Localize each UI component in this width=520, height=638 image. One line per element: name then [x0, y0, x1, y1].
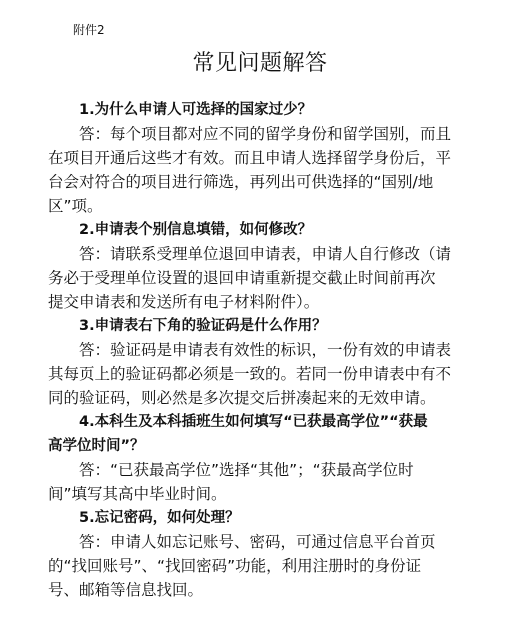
- answer-line: 在项目开通后这些才有效。而且申请人选择留学身份后，平: [48, 149, 452, 167]
- answer-line: 台会对符合的项目进行筛选，再列出可供选择的“国别/地: [48, 173, 434, 191]
- faq-item-1: [48, 98, 468, 218]
- answer-line: 答：申请人如忘记账号、密码，可通过信息平台首页: [79, 533, 436, 551]
- answer-line: 提交申请表和发送所有电子材料附件）。: [48, 293, 320, 311]
- faq-answer-1: [48, 122, 468, 218]
- faq-question-5: 5.忘记密码，如何处理？: [79, 510, 240, 526]
- faq-question-1: 1.为什么申请人可选择的国家过少？: [79, 102, 313, 118]
- answer-line: 同的验证码，则必然是多次提交后拼凑起来的无效申请。: [48, 389, 436, 407]
- answer-line: 区”项。: [48, 197, 103, 215]
- attachment-label: 附件2: [73, 23, 105, 37]
- faq-list: [48, 98, 468, 602]
- faq-answer-3: [48, 338, 468, 410]
- faq-item-3: [48, 314, 468, 410]
- faq-question-2: 2.申请表个别信息填错，如何修改？: [79, 222, 313, 238]
- faq-answer-5: [48, 530, 468, 602]
- answer-line: 号、邮箱等信息找回。: [48, 581, 204, 599]
- faq-answer-4: [48, 458, 468, 506]
- answer-line: 的“找回账号”、“找回密码”功能，利用注册时的身份证: [48, 557, 422, 575]
- answer-line: 答：请联系受理单位退回申请表，申请人自行修改（请: [79, 245, 452, 263]
- faq-question-3: 3.申请表右下角的验证码是什么作用？: [79, 318, 327, 334]
- answer-line: 答：验证码是申请表有效性的标识，一份有效的申请表: [79, 341, 452, 359]
- answer-line: 其每页上的验证码都必须是一致的。若同一份申请表中有不: [48, 365, 452, 383]
- answer-line: 务必于受理单位设置的退回申请重新提交截止时间前再次: [48, 269, 436, 287]
- faq-question-4-cont: 高学位时间”？: [48, 438, 145, 454]
- answer-line: 答：每个项目都对应不同的留学身份和留学国别，而且: [79, 125, 452, 143]
- page-title: 常见问题解答: [192, 51, 328, 76]
- answer-line: 间”填写其高中毕业时间。: [48, 485, 227, 503]
- faq-item-5: [48, 506, 468, 602]
- answer-line: 答：“已获最高学位”选择“其他”；“获最高学位时: [79, 461, 414, 479]
- faq-answer-2: [48, 242, 468, 314]
- faq-item-2: [48, 218, 468, 314]
- faq-item-4: [48, 410, 468, 506]
- faq-question-4: 4.本科生及本科插班生如何填写“已获最高学位”“获最: [79, 414, 428, 430]
